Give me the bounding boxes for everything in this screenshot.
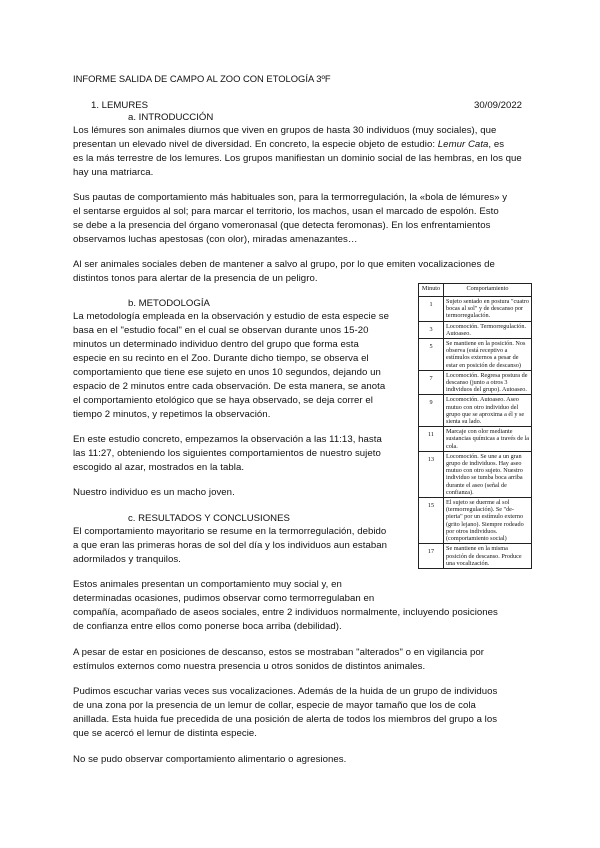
heading-metodologia: b. METODOLOGÍA [128,298,210,309]
results-line-2: a que eran las primeras horas de sol del día y los individuos aun estaban [73,540,388,551]
method-p2-line-3: escogido al azar, mostrados en la tabla. [73,462,245,473]
intro-p2-line-1: Sus pautas de comportamiento más habituales son, para la termorregulación, la «bola de lémures» y [73,192,508,203]
table-row [419,297,532,322]
table-row [419,498,532,544]
method-line-4: especie en su recinto en el Zoo. Durante dicho tiempo, se observa el [73,353,369,364]
behavior-table [418,283,532,569]
species-suffix: , es [488,139,505,150]
table-row [419,339,532,371]
row-behavior: Se mantiene en la posición. Nos observa (está receptivo a estímulos externos a pesar de estar en posición de descanso) [444,339,532,371]
row-minute: 11 [419,427,444,452]
row-behavior: Locomoción. Se une a un gran grupo de individuos. Hay aseo mutuo con otro sujeto. Nuestro individuo se tumba boca arriba durante el aseo (señal de confianza). [444,451,532,497]
intro-p3-line-2: distintos tonos para alertar de la presencia de un peligro. [73,273,318,284]
row-minute: 17 [419,544,444,569]
row-minute: 9 [419,395,444,427]
results-p2-line-4: de confianza entre ellos como ponerse boca arriba (debilidad). [73,621,342,632]
method-line-7: el comportamiento etológico que se haya observado, se deja correr el [73,395,373,406]
method-line-5: comportamiento que tiene ese sujeto en unos 10 segundos, dejando un [73,367,381,378]
results-p2-line-3: compañía, acompañado de aseos sociales, entre 2 individuos normalmente, incluyendo posiciones [73,607,498,618]
results-p3-line-2: estímulos externos como nuestra presencia u otros sonidos de distintos animales. [73,661,426,672]
intro-line-2 [73,139,504,151]
results-p3-line-1: A pesar de estar en posiciones de descanso, estos se mostraban "alterados" o en vigilancia por [73,647,484,658]
row-minute: 15 [419,498,444,544]
method-line-3: minutos un determinado individuo dentro del grupo que forma esta [73,339,359,350]
row-minute: 13 [419,451,444,497]
results-line-1: El comportamiento mayoritario se resume en la termorregulación, debido [73,526,387,537]
row-minute: 3 [419,321,444,338]
intro-p2-line-4: observamos luchas apestosas (con olor), miradas amenazantes… [73,234,358,245]
row-behavior: El sujeto se duerme al sol (termorregulación). Se "de-pierta" por un estímulo externo (grito lejano). Siempre rodeado por otros individuos. (comportamiento social) [444,498,532,544]
table-row [419,321,532,338]
table-row [419,427,532,452]
results-p5: No se pudo observar comportamiento alimentario o agresiones. [73,754,347,765]
table-row [419,370,532,395]
row-minute: 7 [419,370,444,395]
results-p4-line-4: que se acercó el lemur de distinta especie. [73,728,257,739]
method-line-2: basa en el "estudio focal" en el cual se observan durante unos 15-20 [73,325,369,336]
intro-p3-line-1: Al ser animales sociales deben de mantener a salvo al grupo, por lo que emiten vocalizaciones de [73,259,495,270]
report-date: 30/09/2022 [474,100,523,111]
intro-p2-line-3: se debe a la presencia del órgano vomeronasal (que detecta feromonas). En los enfrentamientos [73,220,491,231]
table-row [419,451,532,497]
method-p2-line-2: las 11:27, obteniendo los siguientes comportamientos de nuestro sujeto [73,448,381,459]
method-line-6: espacio de 2 minutos entre cada observación. De esta manera, se anota [73,381,386,392]
header-comportamiento: Comportamiento [444,284,532,297]
intro-line-1: Los lémures son animales diurnos que viven en grupos de hasta 30 individuos (muy sociales), que [73,125,497,136]
row-behavior: Sujeto sentado en postura "cuatro bocas al sol" y de descanso por termorregulación. [444,297,532,322]
results-line-3: adormilados y tranquilos. [73,554,181,565]
header-minuto: Minuto [419,284,444,297]
intro-line-2-text: presentan un elevado nivel de diversidad. En concreto, la especie objeto de estudio: [73,139,438,150]
method-line-8: tiempo 2 minutos, y repetimos la observación. [73,409,271,420]
method-p2-line-1: En este estudio concreto, empezamos la observación a las 11:13, hasta [73,434,382,445]
intro-line-3: es la más terrestre de los lemures. Los grupos manifiestan un dominio social de las hembras, en los que [73,153,522,164]
species-name: Lemur Cata [437,139,489,150]
method-line-1: La metodología empleada en la observación y estudio de esta especie se [73,311,390,322]
row-behavior: Se mantiene en la misma posición de descanso. Produce una vocalización. [444,544,532,569]
row-minute: 1 [419,297,444,322]
results-p2-line-2: determinadas ocasiones, pudimos observar como termorregulaban en [73,593,375,604]
table-header-row [419,284,532,297]
intro-p2-line-2: el sentarse erguidos al sol; para marcar el territorio, los machos, usan el marcado de espolón. Esto [73,206,499,217]
row-behavior: Locomoción. Termorregulación. Autoaseo. [444,321,532,338]
method-p3: Nuestro individuo es un macho joven. [73,487,235,498]
heading-resultados: c. RESULTADOS Y CONCLUSIONES [128,513,290,524]
results-p2-line-1: Estos animales presentan un comportamiento muy social y, en [73,579,342,590]
results-p4-line-2: de una zona por la presencia de un lemur de collar, especie de mayor tamaño que los de cola [73,700,476,711]
row-minute: 5 [419,339,444,371]
results-p4-line-1: Pudimos escuchar varias veces sus vocalizaciones. Además de la huida de un grupo de individuos [73,686,498,697]
row-behavior: Marcaje con olor mediante sustancias químicas a través de la cola. [444,427,532,452]
table-row [419,395,532,427]
row-behavior: Locomoción. Autoaseo. Aseo mutuo con otro individuo del grupo que se aproxima a él y se sienta su lado. [444,395,532,427]
row-behavior: Locomoción. Regresa postura de descanso (junto a otros 3 individuos del grupo). Autoaseo. [444,370,532,395]
results-p4-line-3: anillada. Esta huida fue precedida de una posición de alerta de todos los miembros del grupo a los [73,714,498,725]
intro-line-4: hay una matriarca. [73,167,154,178]
report-title: INFORME SALIDA DE CAMPO AL ZOO CON ETOLOGÍA 3ºF [73,73,331,84]
section-lemures: 1. LEMURES [91,100,149,111]
heading-introduccion: a. INTRODUCCIÓN [128,112,214,123]
table-row [419,544,532,569]
